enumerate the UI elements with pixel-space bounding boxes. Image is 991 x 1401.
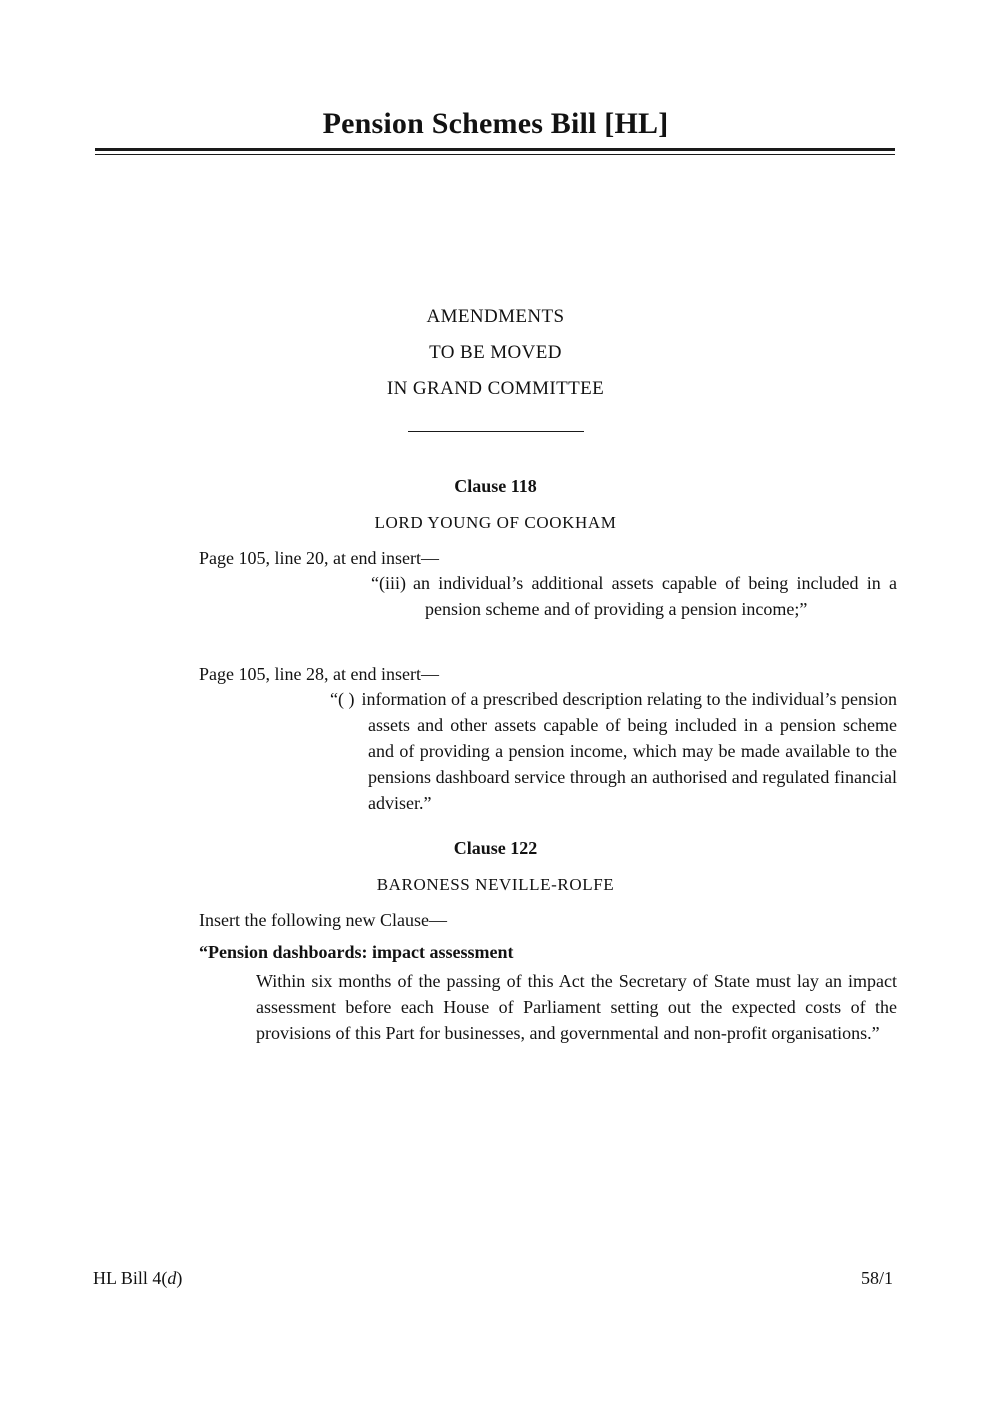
page-footer xyxy=(93,1267,893,1289)
clause-118-section xyxy=(0,476,991,816)
heading-amendments: AMENDMENTS xyxy=(426,306,565,327)
new-clause-instruction: Insert the following new Clause— xyxy=(199,910,447,930)
new-clause-body: Within six months of the passing of this Act the Secretary of State must lay an impact assessment before each House of Parliament setting out the expected costs of the provisions of this Part for businesses, and governmental and non-profit organisations.” xyxy=(256,971,897,1043)
clause-122-mover: BARONESS NEVILLE-ROLFE xyxy=(376,875,615,894)
amendment-1-label: “(iii) xyxy=(371,573,406,593)
amendment-2-instruction: Page 105, line 28, at end insert— xyxy=(199,664,439,684)
amendment-2-text xyxy=(199,686,897,816)
clause-118-mover: LORD YOUNG OF COOKHAM xyxy=(374,513,617,532)
bill-reference xyxy=(93,1267,182,1289)
bill-reference-suffix: ) xyxy=(176,1268,183,1288)
amendment-1-text xyxy=(199,570,897,622)
heading-in-grand-committee: IN GRAND COMMITTEE xyxy=(386,378,605,399)
amendment-2-label: “( ) xyxy=(330,689,355,709)
clause-118-heading: Clause 118 xyxy=(454,476,537,496)
clause-122-heading: Clause 122 xyxy=(453,838,538,858)
bill-reference-prefix: HL Bill 4( xyxy=(93,1268,168,1288)
heading-to-be-moved: TO BE MOVED xyxy=(429,342,562,363)
amendments-heading-block xyxy=(0,307,991,398)
separator-rule xyxy=(408,431,584,432)
amendment-1-instruction: Page 105, line 20, at end insert— xyxy=(199,548,439,568)
document-header xyxy=(0,0,991,155)
amendment-1-body: an individual’s additional assets capable of being included in a pension scheme and of providing a pension income;” xyxy=(412,573,897,619)
page-number: 58/1 xyxy=(860,1268,893,1288)
amendment-2-body: information of a prescribed description relating to the individual’s pension assets and other assets capable of being included in a pension scheme and of providing a pension income, which may be made available to the pensions dashboard service through an authorised and regulated financial adviser.” xyxy=(361,689,897,813)
new-clause-title: “Pension dashboards: impact assessment xyxy=(199,942,514,962)
clause-122-section xyxy=(0,838,991,1046)
bill-reference-letter: d xyxy=(167,1268,177,1288)
title-double-rule xyxy=(95,148,895,155)
bill-title: Pension Schemes Bill [HL] xyxy=(322,107,669,140)
